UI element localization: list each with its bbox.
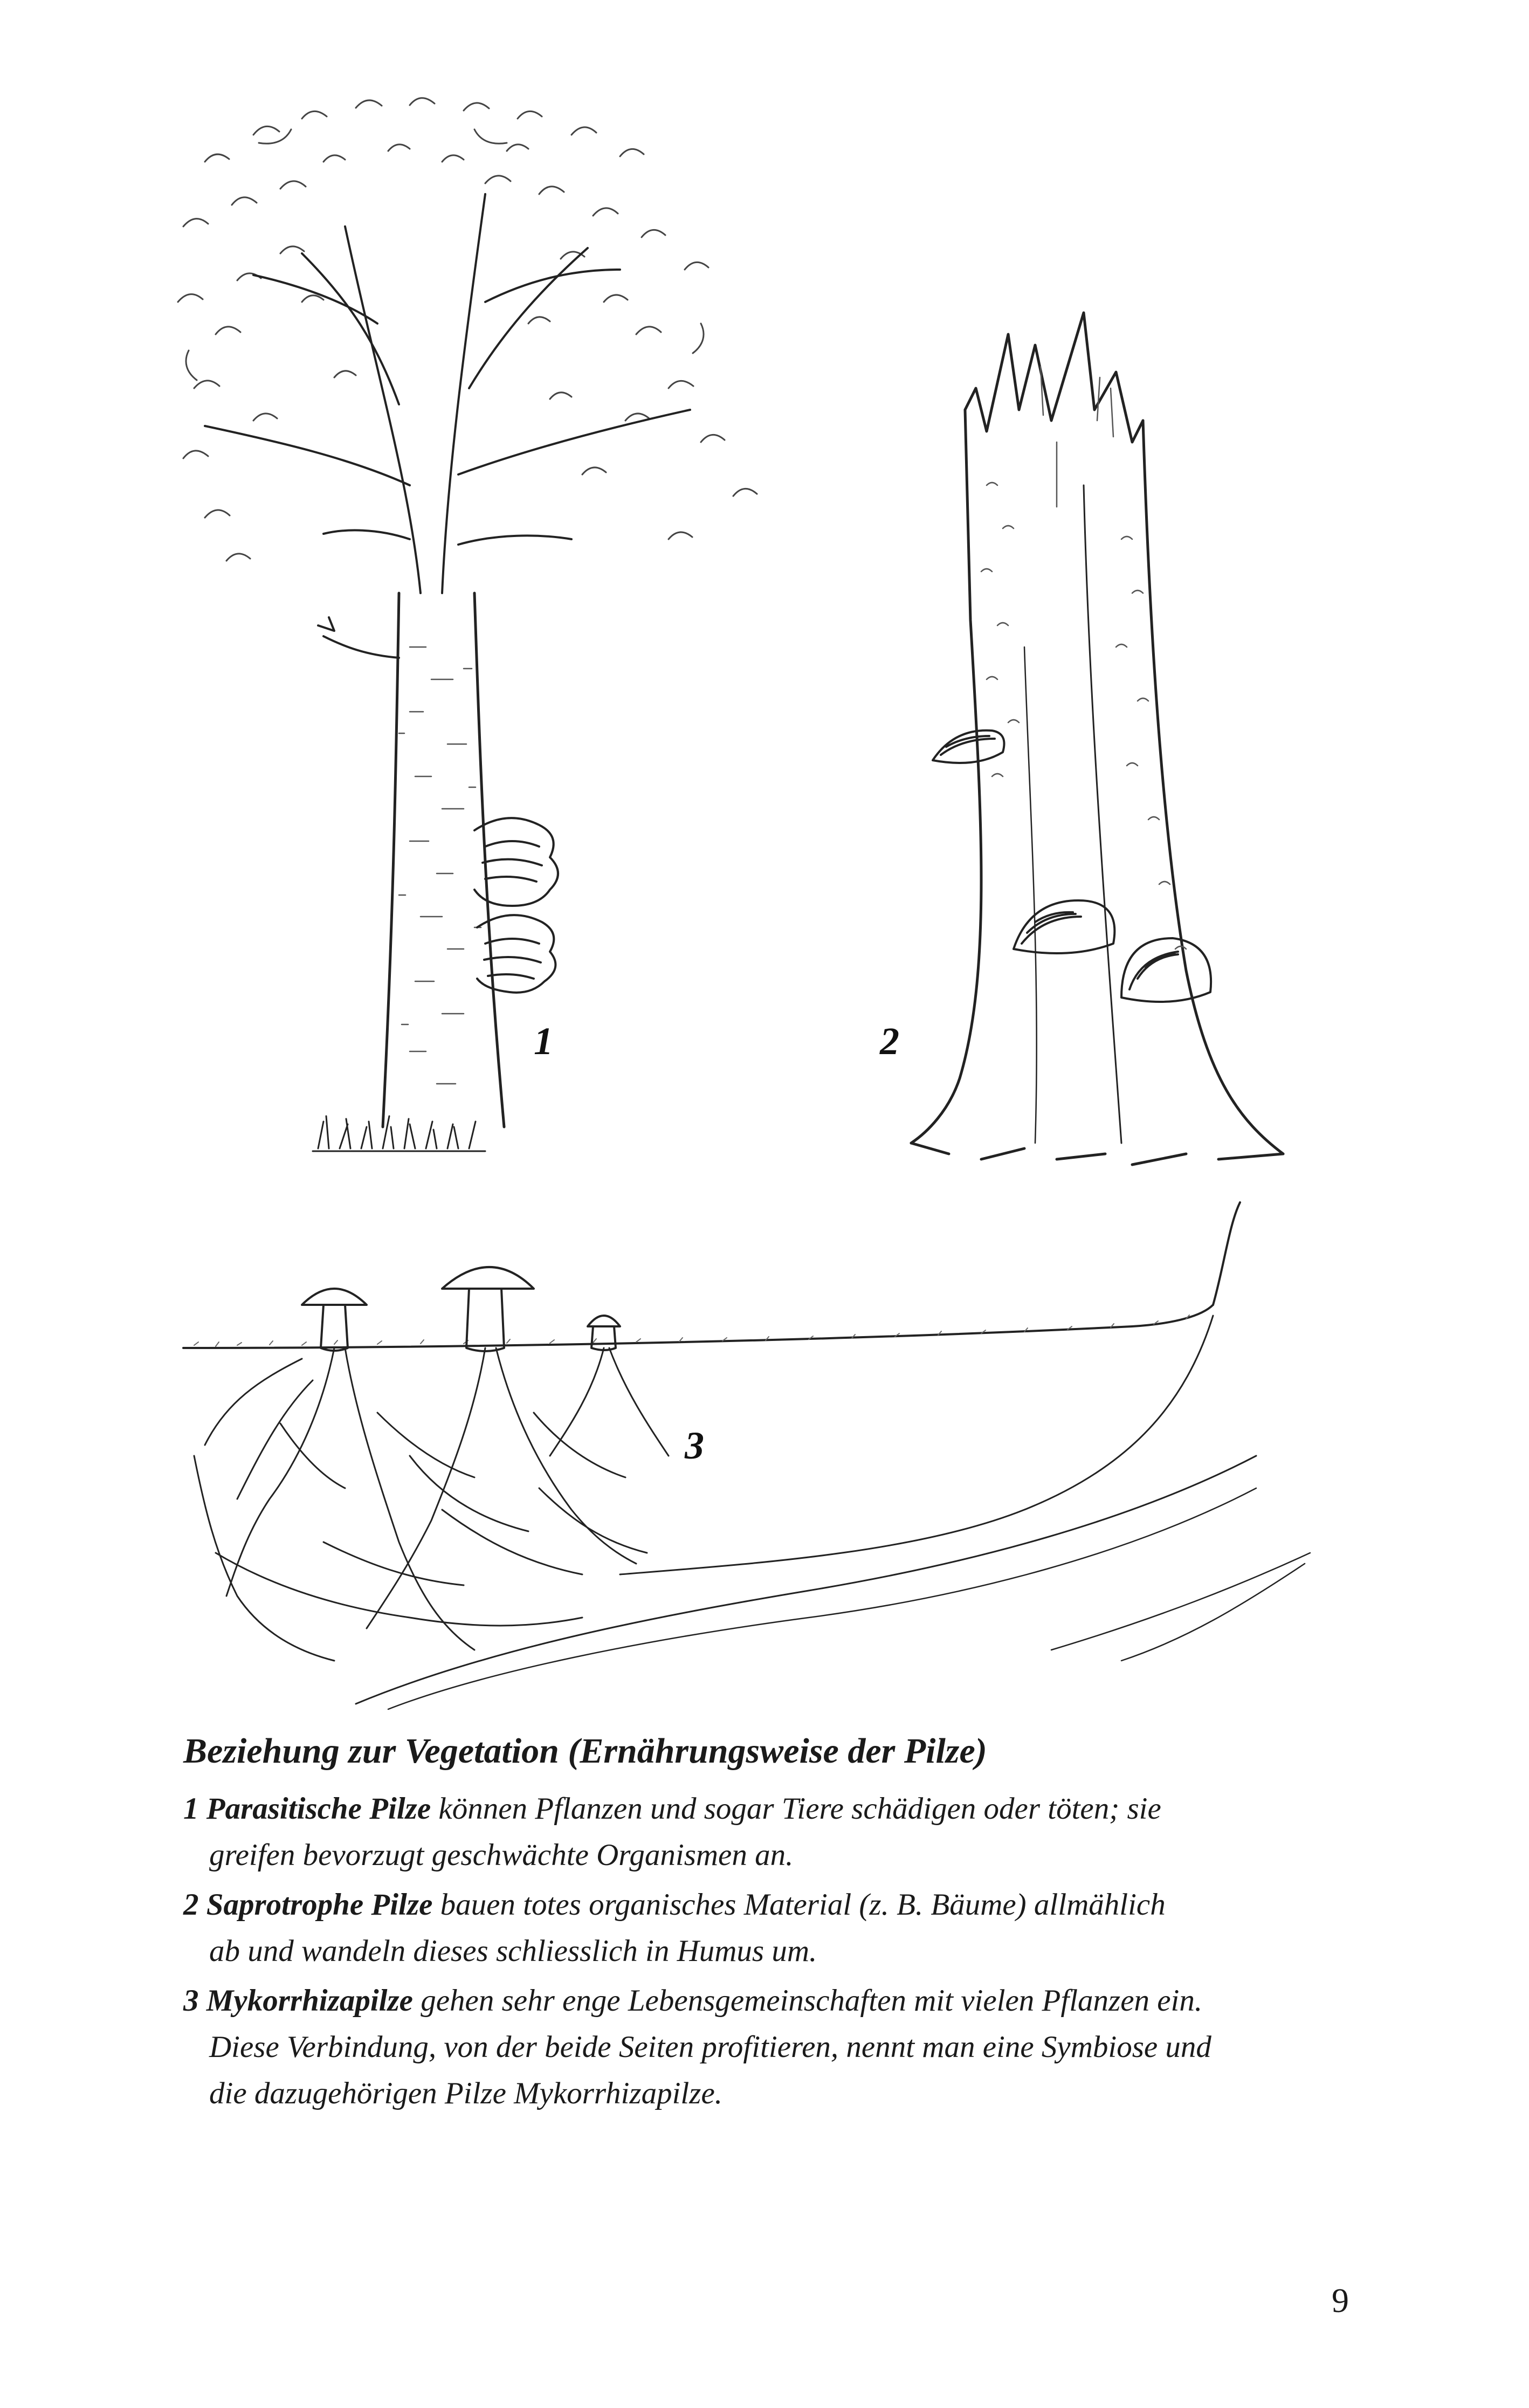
tree-grass [313, 1116, 485, 1151]
entry-continuation: die dazugehörigen Pilze Mykorrhizapilze. [209, 2076, 722, 2110]
entry-line [183, 1978, 1369, 2024]
figure-label-3: 3 [685, 1424, 704, 1467]
entry-continuation: ab und wandeln dieses schliesslich in Humus um. [209, 1934, 817, 1968]
tree-trunk [383, 593, 504, 1127]
text-block [183, 1731, 1369, 2120]
entry-number: 2 [183, 1888, 199, 1922]
entry-term: Saprotrophe Pilze [206, 1888, 433, 1922]
entry-parasitic [183, 1786, 1369, 1879]
saprotrophic-bracket-fungi [933, 731, 1211, 1002]
dead-stump-drawing [911, 313, 1283, 1165]
entry-line [183, 1786, 1369, 1832]
section-heading: Beziehung zur Vegetation (Ernährungsweise der Pilze) [183, 1731, 987, 1771]
entry-text: gehen sehr enge Lebensgemeinschaften mit vielen Pflanzen ein. [421, 1984, 1203, 2018]
entry-mycorrhiza [183, 1978, 1369, 2117]
entry-number: 1 [183, 1792, 199, 1826]
entry-term: Mykorrhizapilze [206, 1984, 413, 2018]
figure-label-1: 1 [534, 1020, 553, 1063]
living-tree-drawing [178, 98, 757, 1151]
page-number: 9 [1332, 2281, 1349, 2320]
entry-line [183, 1882, 1369, 1928]
entry-continuation: Diese Verbindung, von der beide Seiten profitieren, nennt man eine Symbiose und [209, 2030, 1211, 2064]
figure-label-2: 2 [880, 1020, 899, 1063]
stump-bark-texture [981, 367, 1186, 949]
mushroom-2 [442, 1267, 534, 1351]
entry-text: bauen totes organisches Material (z. B. Bäume) allmählich [440, 1888, 1166, 1922]
entry-saprotrophic [183, 1882, 1369, 1974]
soil-surface [183, 1202, 1310, 1709]
entry-number: 3 [183, 1984, 199, 2018]
entry-continuation: greifen bevorzugt geschwächte Organismen an. [209, 1838, 794, 1872]
mushroom-1 [302, 1289, 367, 1351]
soil-section-drawing [183, 1202, 1310, 1709]
entry-term: Parasitische Pilze [206, 1792, 431, 1826]
mycorrhizal-roots [194, 1348, 669, 1661]
tree-branches [205, 194, 690, 658]
mushroom-3 [588, 1316, 620, 1350]
entry-text: können Pflanzen und sogar Tiere schädigen oder töten; sie [438, 1792, 1161, 1826]
